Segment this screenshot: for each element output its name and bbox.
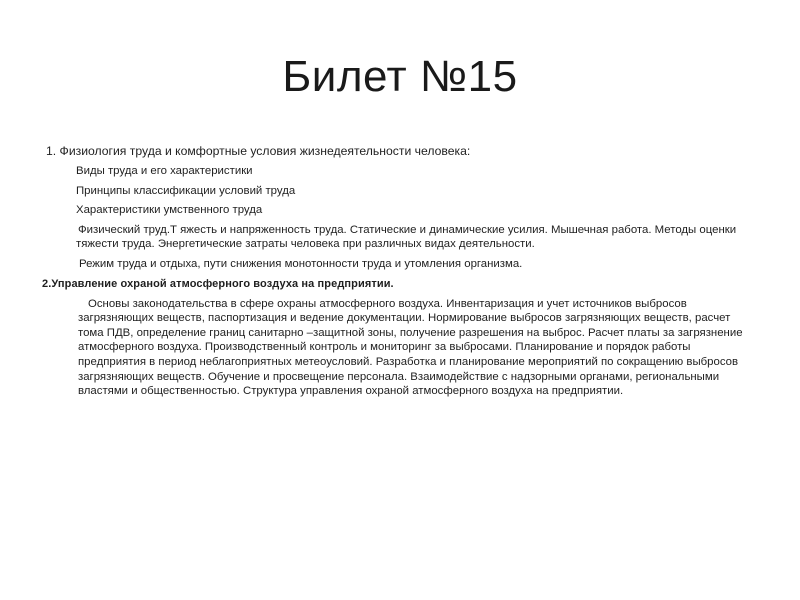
- question-1-heading: 1. Физиология труда и комфортные условия жизнедеятельности человека:: [46, 144, 471, 158]
- question-1-item-3: Характеристики умственного труда: [76, 204, 263, 217]
- question-2-body: Основы законодательства в сфере охраны атмосферного воздуха. Инвентаризация и учет источников выбросов загрязняющих веществ, паспортизация и ведение документации. Нормирование выбросов загрязняющих веществ, расчет тома ПДВ, определение границ санитарно –защитной зоны, получение разрешения на выброс. Расчет платы за загрязнение атмосферного воздуха. Производственный контроль и мониторинг за выбросами. Планирование и порядок работы предприятия в период неблагоприятных метеоусловий. Разработка и планирование мероприятий по сокращению выбросов загрязняющих веществ. Обучение и просвещение персонала. Взаимодействие с надзорными органами, региональными властями и общественностью. Структура управления охраной атмосферного воздуха на предприятии.: [78, 297, 743, 398]
- slide-content: [42, 144, 758, 399]
- question-1-item-4: Физический труд.Т яжесть и напряженность труда. Статические и динамические усилия. Мышечная работа. Методы оценки тяжести труда. Энергетические затраты человека при различных видах деятельности.: [76, 223, 737, 251]
- question-2-heading: 2.Управление охраной атмосферного воздуха на предприятии.: [42, 277, 394, 290]
- question-1-item-5: Режим труда и отдыха, пути снижения монотонности труда и утомления организма.: [79, 257, 523, 270]
- slide-title: Билет №15: [282, 52, 518, 101]
- question-1-item-2: Принципы классификации условий труда: [76, 184, 296, 197]
- question-1-item-1: Виды труда и его характеристики: [76, 165, 253, 177]
